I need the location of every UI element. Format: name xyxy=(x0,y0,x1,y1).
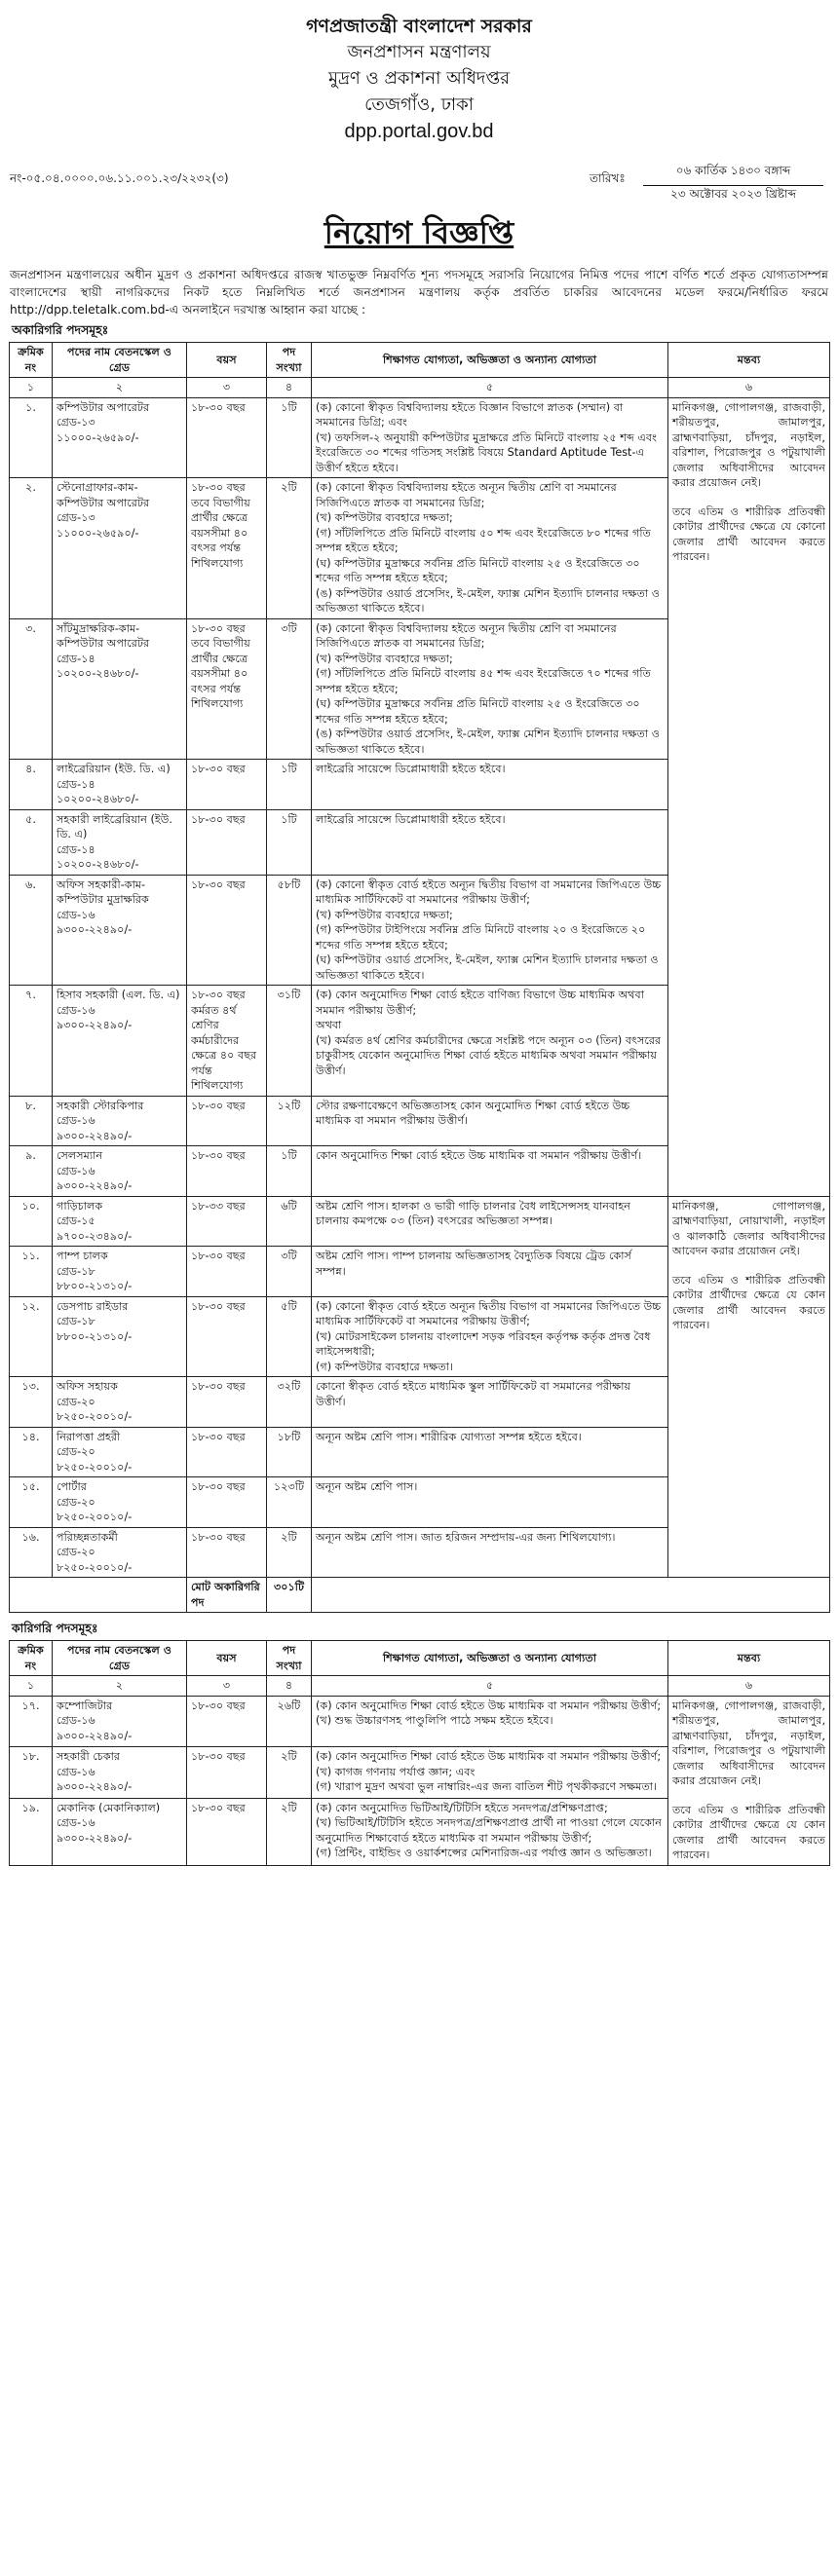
row-age: ১৮-৩০ বছর কর্মরত ৪র্থ শ্রেণির কর্মচারীদের ক্ষেত্রে ৪০ বছর পর্যন্ত শিথিলযোগ্য xyxy=(187,986,267,1097)
post-scale: ৮৮০০-২১৩১০/- xyxy=(57,1280,133,1292)
section-non-technical-title: অকারিগরি পদসমূহঃ xyxy=(12,322,109,337)
row-post xyxy=(53,397,187,478)
post-grade: গ্রেড-২০ xyxy=(57,1445,95,1458)
post-name: সেলসম্যান xyxy=(57,1149,103,1162)
row-post xyxy=(53,478,187,619)
post-name: স্টেনোগ্রাফার-কাম-কম্পিউটার অপারেটর xyxy=(57,481,150,509)
non-technical-posts-table xyxy=(9,342,830,1613)
col-qual: শিক্ষাগত যোগ্যতা, অভিজ্ঞতা ও অন্যান্য যোগ্যতা xyxy=(312,1641,668,1676)
post-name: কম্পিউটার অপারেটর xyxy=(57,400,150,414)
row-serial: ৬. xyxy=(10,875,53,986)
row-age: ১৮-৩০ বছর xyxy=(187,1696,267,1747)
qualification-line: (গ) প্রিন্টিং, বাইন্ডিং ও ওয়ার্কশপ্সের মেশিনারিজ-এর পর্যাপ্ত জ্ঞান ও অভিজ্ঞতা। xyxy=(316,1847,652,1860)
row-post xyxy=(53,1296,187,1377)
qualification-line: (খ) কম্পিউটার ব্যবহারে দক্ষতা; xyxy=(316,908,453,921)
row-serial: ১২. xyxy=(10,1296,53,1377)
post-grade: গ্রেড-১৮ xyxy=(57,1264,95,1278)
row-age: ১৮-৩০ বছর xyxy=(187,1427,267,1477)
row-age: ১৮-৩০ বছর xyxy=(187,875,267,986)
post-scale: ৮৮০০-২১৩১০/- xyxy=(57,1329,133,1343)
post-scale: ৮২৫০-২০০১০/- xyxy=(57,1511,133,1523)
row-post xyxy=(53,1146,187,1197)
row-post xyxy=(53,760,187,810)
col-age: বয়স xyxy=(187,343,267,378)
qualification-line: স্টোর রক্ষণাবেক্ষণে অভিজ্ঞতাসহ কোন অনুমোদিত শিক্ষা বোর্ড হইতে উচ্চ মাধ্যমিক বা সমমান পরীক্ষায় উত্তীর্ণ। xyxy=(316,1099,630,1127)
col-num: ২ xyxy=(53,378,187,398)
row-serial: ১৯. xyxy=(10,1798,53,1865)
row-age: ১৮-৩০ বছর xyxy=(187,809,267,875)
col-num: ৩ xyxy=(187,378,267,398)
post-scale: ৮২৫০-২০০১০/- xyxy=(57,1560,133,1574)
qualification-line: (খ) কম্পিউটার ব্যবহারে দক্ষতা; xyxy=(316,652,453,665)
post-scale: ৯৩০০-২২৪৯০/- xyxy=(57,923,133,936)
qualification-line: (গ) কম্পিউটার টাইপিংয়ে সর্বনিম্ন প্রতি মিনিটে বাংলায় ২০ ও ইংরেজিতে ২০ শব্দের গতি সম্পন্ন হইতে হইবে; xyxy=(316,923,646,952)
row-qualification xyxy=(312,1427,668,1477)
qualification-line: অন্যূন অষ্টম শ্রেণি পাস। xyxy=(316,1480,418,1493)
col-remark: মন্তব্য xyxy=(668,343,830,378)
qualification-line: (খ) কম্পিউটার ব্যবহারে দক্ষতা; xyxy=(316,511,453,524)
col-count: পদ সংখ্যা xyxy=(267,343,312,378)
row-post-count: ৩১টি xyxy=(267,986,312,1097)
post-grade: গ্রেড-১৪ xyxy=(57,842,95,856)
post-grade: গ্রেড-১৪ xyxy=(57,777,95,791)
row-serial: ১৫. xyxy=(10,1477,53,1528)
row-qualification xyxy=(312,986,668,1097)
row-serial: ১০. xyxy=(10,1196,53,1247)
qualification-line: (ক) কোনো স্বীকৃত বিশ্ববিদ্যালয় হইতে অন্যূন দ্বিতীয় শ্রেণি বা সমমানের সিজিপিএতে স্নাতক বা সমমানের ডিগ্রি; xyxy=(316,481,617,509)
row-remark xyxy=(668,1196,830,1578)
post-grade: গ্রেড-১৪ xyxy=(57,652,95,665)
govt-name: গণপ্রজাতন্ত্রী বাংলাদেশ সরকার xyxy=(306,16,532,37)
post-grade: গ্রেড-১৬ xyxy=(57,908,95,921)
row-qualification xyxy=(312,1696,668,1747)
office-location: তেজগাঁও, ঢাকা xyxy=(364,94,474,115)
post-grade: গ্রেড-১৮ xyxy=(57,1315,95,1327)
notice-title-wrap xyxy=(0,211,838,256)
qualification-line: (ক) কোন অনুমোদিত শিক্ষা বোর্ড হইতে বাণিজ্য বিভাগে উচ্চ মাধ্যমিক অথবা সমমান পরীক্ষায় উত্তীর্ণ; xyxy=(316,989,644,1017)
row-post xyxy=(53,1798,187,1865)
qualification-line: (খ) তফসিল-২ অনুযায়ী কম্পিউটার মুদ্রাক্ষরে প্রতি মিনিটে বাংলায় ২৫ শব্দ এবং ইংরেজিতে ৩০ শব্দের গতিসহ সংশ্লিষ্ট বিষয়ে Standard Aptitude Test-এ উত্তীর্ণ হইতে হইবে। xyxy=(316,430,657,474)
website-link[interactable]: dpp.portal.gov.bd xyxy=(344,121,494,142)
qualification-line: (খ) কর্মরত ৪র্থ শ্রেণির কর্মচারীদের ক্ষেত্রে সংশ্লিষ্ট পদে অন্যূন ০৩ (তিন) বৎসরের চাকুরীসহ যেকোন অনুমোদিত শিক্ষা বোর্ড হইতে মাধ্যমিক অথবা সমমান পরীক্ষায় উত্তীর্ণ। xyxy=(316,1033,662,1077)
col-num: ৬ xyxy=(668,1676,830,1697)
row-age: ১৮-৩০ বছর xyxy=(187,1096,267,1146)
row-qualification xyxy=(312,1146,668,1197)
row-age: ১৮-৩০ বছর xyxy=(187,1747,267,1799)
row-age: ১৮-৩০ বছর xyxy=(187,1146,267,1197)
remark-text: মানিকগঞ্জ, গোপালগঞ্জ, রাজবাড়ী, শরীয়তপুর, জামালপুর, ব্রাহ্মণবাড়িয়া, চাঁদপুর, নড়াইল, বরিশাল, পিরোজপুর ও পটুয়াখালী জেলার অধিবাসীদের আবেদন করার প্রয়োজন নেই। xyxy=(672,400,825,489)
qualification-line: অন্যূন অষ্টম শ্রেণি পাস। শারীরিক যোগ্যতা সম্পন্ন হইতে হইবে। xyxy=(316,1430,582,1443)
qualification-line: (খ) মোটরসাইকেল চালনায় বাংলাদেশ সড়ক পরিবহন কর্তৃপক্ষ কর্তৃক প্রদত্ত বৈধ লাইসেন্সধারী; xyxy=(316,1329,651,1358)
post-grade: গ্রেড-১৫ xyxy=(57,1214,95,1227)
col-post: পদের নাম বেতনস্কেল ও গ্রেড xyxy=(53,1641,187,1676)
post-scale: ৯৩০০-২২৪৯০/- xyxy=(57,1129,133,1142)
ministry-name: জনপ্রশাসন মন্ত্রণালয় xyxy=(347,42,491,62)
qualification-line: (ক) কোনো স্বীকৃত বোর্ড হইতে অন্যূন দ্বিতীয় বিভাগ বা সমমানের জিপিএতে উচ্চ মাধ্যমিক সার্টিফিকেট বা সমমানের পরীক্ষায় উত্তীর্ণ; xyxy=(316,1299,662,1327)
row-post-count: ১২৩টি xyxy=(267,1477,312,1528)
post-name: সহকারী স্টোরকিপার xyxy=(57,1099,144,1112)
remark-text: মানিকগঞ্জ, গোপালগঞ্জ, রাজবাড়ী, শরীয়তপুর, জামালপুর, ব্রাহ্মণবাড়িয়া, চাঁদপুর, নড়াইল, বরিশাল, পিরোজপুর ও পটুয়াখালী জেলার অধিবাসীদের আবেদন করার প্রয়োজন নেই। xyxy=(672,1699,825,1787)
row-serial: ৭. xyxy=(10,986,53,1097)
row-serial: ১. xyxy=(10,397,53,478)
total-label: মোট অকারিগরি পদ xyxy=(187,1578,267,1613)
row-qualification xyxy=(312,1196,668,1247)
col-num: ১ xyxy=(10,1676,53,1697)
qualification-line: (ঙ) কম্পিউটার ওয়ার্ড প্রসেসিং, ই-মেইল, ফ্যাক্স মেশিন ইত্যাদি চালনার দক্ষতা ও অভিজ্ঞতা থাকিতে হইবে। xyxy=(316,586,660,615)
memo-number: নং-০৫.০৪.০০০০.০৬.১১.০০১.২৩/২২৩২(৩) xyxy=(10,171,229,185)
qualification-line: অষ্টম শ্রেণি পাস। হালকা ও ভারী গাড়ি চালনার বৈধ লাইসেন্সসহ যানবাহন চালনায় কমপক্ষে ০৩ (তিন) বৎসরের অভিজ্ঞতা সম্পন্ন। xyxy=(316,1199,630,1227)
post-name: সহকারী চেকার xyxy=(57,1750,121,1764)
post-name: পোর্টার xyxy=(57,1480,87,1493)
row-age: ১৮-৩০ বছর xyxy=(187,1296,267,1377)
col-count: পদ সংখ্যা xyxy=(267,1641,312,1676)
post-name: পরিচ্ছন্নতাকর্মী xyxy=(57,1530,118,1544)
col-sl: ক্রমিক নং xyxy=(10,343,53,378)
row-serial: ১৮. xyxy=(10,1747,53,1799)
row-qualification xyxy=(312,875,668,986)
qualification-line: (গ) সাঁটলিপিতে প্রতি মিনিটে বাংলায় ৫০ শব্দ এবং ইংরেজিতে ৮০ শব্দের গতি সম্পন্ন হইতে হইবে; xyxy=(316,526,651,554)
row-post xyxy=(53,809,187,875)
total-row xyxy=(10,1578,830,1613)
post-grade: গ্রেড-১৩ xyxy=(57,416,95,429)
row-post-count: ৩টি xyxy=(267,618,312,760)
row-post xyxy=(53,875,187,986)
row-post-count: ১২টি xyxy=(267,1096,312,1146)
post-grade: গ্রেড-১৩ xyxy=(57,511,95,524)
qualification-line: অথবা xyxy=(316,1019,342,1031)
row-post-count: ৩২টি xyxy=(267,1377,312,1428)
row-age: ১৮-৩০ বছর xyxy=(187,397,267,478)
post-grade: গ্রেড-২০ xyxy=(57,1495,95,1509)
qualification-line: কোন অনুমোদিত শিক্ষা বোর্ড হইতে উচ্চ মাধ্যমিক বা সমমান পরীক্ষায় উত্তীর্ণ। xyxy=(316,1149,642,1162)
post-name: পাম্প চালক xyxy=(57,1250,108,1262)
row-post-count: ১টি xyxy=(267,760,312,810)
post-grade: গ্রেড-২০ xyxy=(57,1546,95,1558)
date-english: ২৩ অক্টোবর ২০২৩ খ্রিষ্টাব্দ xyxy=(670,187,796,201)
row-post-count: ১টি xyxy=(267,1146,312,1197)
row-serial: ১৩. xyxy=(10,1377,53,1428)
post-scale: ৯৩০০-২২৪৯০/- xyxy=(57,1780,133,1794)
row-post-count: ১৮টি xyxy=(267,1427,312,1477)
qualification-line: লাইব্রেরি সায়েন্সে ডিপ্লোমাধারী হইতে হইবে। xyxy=(316,812,506,826)
row-post xyxy=(53,1477,187,1528)
section-technical-title: কারিগরি পদসমূহঃ xyxy=(12,1621,98,1635)
row-age: ১৮-৩০ বছর xyxy=(187,760,267,810)
post-scale: ১১০০০-২৬৫৯০/- xyxy=(57,526,139,540)
post-grade: গ্রেড-২০ xyxy=(57,1395,95,1408)
row-post xyxy=(53,1096,187,1146)
row-serial: ১১. xyxy=(10,1247,53,1297)
row-age: ১৮-৩০ বছর xyxy=(187,1477,267,1528)
intro-paragraph: জনপ্রশাসন মন্ত্রণালয়ের অধীন মুদ্রণ ও প্রকাশনা অধিদপ্তরে রাজস্ব খাতভুক্ত নিম্নবর্ণিত শূন্য পদসমূহে সরাসরি নিয়োগের নিমিত্ত পদের পাশে বর্ণিত শর্তে প্রকৃত যোগ্যতাসম্পন্ন বাংলাদেশের স্থায়ী নাগরিকদের নিকট হতে নিম্নলিখিত শর্তে জনপ্রশাসন মন্ত্রণালয় কর্তৃক প্রবর্তিত চাকরির আবেদনের মডেল ফরমে/নির্ধারিত ফরমে http://dpp.teletalk.com.bd-এ অনলাইনে দরখাস্ত আহ্বান করা যাচ্ছে : xyxy=(10,268,828,317)
qualification-line: লাইব্রেরি সায়েন্সে ডিপ্লোমাধারী হইতে হইবে। xyxy=(316,763,506,775)
row-qualification xyxy=(312,1096,668,1146)
remark-text: তবে এতিম ও শারীরিক প্রতিবন্ধী কোটার প্রার্থীদের ক্ষেত্রে যে কোন জেলার প্রার্থী আবেদন করতে পারবেন। xyxy=(672,1273,825,1331)
post-name: লাইব্রেরিয়ান (ইউ. ডি. এ) xyxy=(57,763,171,775)
table-row xyxy=(10,1696,830,1747)
remark-text: তবে এতিম ও শারীরিক প্রতিবন্ধী কোটার প্রার্থীদের ক্ষেত্রে যে কোনো জেলার প্রার্থী আবেদন করতে পারবেন। xyxy=(672,504,825,563)
post-name: কম্পোজিটার xyxy=(57,1699,113,1712)
qualification-line: (ক) কোনো স্বীকৃত বোর্ড হইতে অন্যূন দ্বিতীয় বিভাগ বা সমমানের জিপিএতে উচ্চ মাধ্যমিক সার্টিফিকেট বা সমমানের পরীক্ষায় উত্তীর্ণ; xyxy=(316,877,662,906)
col-remark: মন্তব্য xyxy=(668,1641,830,1676)
row-post xyxy=(53,618,187,760)
qualification-line: (ক) কোন অনুমোদিত ভিটিআই/টিটিসি হইতে সনদপত্র/প্রশিক্ষণপ্রাপ্ত; xyxy=(316,1801,608,1814)
post-name: অফিস সহকারী-কাম-কম্পিউটার মুদ্রাক্ষরিক xyxy=(57,877,149,906)
post-scale: ৯৩০০-২২৪৯০/- xyxy=(57,1019,133,1031)
row-qualification xyxy=(312,618,668,760)
post-scale: ৮২৫০-২০০১০/- xyxy=(57,1460,133,1474)
row-serial: ৩. xyxy=(10,618,53,760)
row-age: ১৮-৩৩ বছর xyxy=(187,1196,267,1247)
row-post xyxy=(53,986,187,1097)
memo-line xyxy=(0,151,838,211)
row-post xyxy=(53,1696,187,1747)
row-age: ১৮-৩০ বছর xyxy=(187,1527,267,1578)
post-name: নিরাপত্তা প্রহরী xyxy=(57,1430,121,1443)
post-name: ডেসপাচ রাইডার xyxy=(57,1299,129,1313)
row-qualification xyxy=(312,1377,668,1428)
row-post xyxy=(53,1247,187,1297)
row-post-count: ২টি xyxy=(267,1527,312,1578)
post-scale: ৯৩০০-২২৪৯০/- xyxy=(57,1831,133,1845)
post-scale: ৮২৫০-২০০১০/- xyxy=(57,1410,133,1423)
row-post-count: ৫৮টি xyxy=(267,875,312,986)
col-qual: শিক্ষাগত যোগ্যতা, অভিজ্ঞতা ও অন্যান্য যোগ্যতা xyxy=(312,343,668,378)
post-grade: গ্রেড-১৬ xyxy=(57,1765,95,1778)
col-num: ৫ xyxy=(312,1676,668,1697)
total-blank xyxy=(312,1578,830,1613)
col-num: ৪ xyxy=(267,378,312,398)
post-grade: গ্রেড-১৬ xyxy=(57,1714,95,1727)
row-post-count: ১টি xyxy=(267,397,312,478)
row-post-count: ২টি xyxy=(267,1747,312,1799)
date-bangla: ০৬ কার্তিক ১৪৩০ বঙ্গাব্দ xyxy=(643,163,823,186)
post-scale: ১০২০০-২৪৬৮০/- xyxy=(57,793,139,805)
department-name: মুদ্রণ ও প্রকাশনা অধিদপ্তর xyxy=(327,68,511,89)
row-post-count: ২৬টি xyxy=(267,1696,312,1747)
post-scale: ৯৩০০-২২৪৯০/- xyxy=(57,1179,133,1192)
post-name: মেকানিক (মেকানিক্যাল) xyxy=(57,1801,161,1814)
qualification-line: (ঘ) কম্পিউটার মুদ্রাক্ষরে সর্বনিম্ন প্রতি মিনিটে বাংলায় ২৫ ও ইংরেজিতে ৩০ শব্দের গতি সম্পন্ন হইতে হইবে; xyxy=(316,697,640,726)
post-scale: ১০২০০-২৪৬৮০/- xyxy=(57,667,139,680)
table-row xyxy=(10,397,830,478)
qualification-line: (ক) কোনো স্বীকৃত বিশ্ববিদ্যালয় হইতে বিজ্ঞান বিভাগে স্নাতক (সম্মান) বা সমমানের ডিগ্রি; এবং xyxy=(316,400,624,429)
qualification-line: (খ) কাগজ গণনায় পর্যাপ্ত জ্ঞান; এবং xyxy=(316,1765,476,1778)
qualification-line: (ঘ) কম্পিউটার মুদ্রাক্ষরে সর্বনিম্ন প্রতি মিনিটে বাংলায় ২৫ ও ইংরেজিতে ৩০ শব্দের গতি সম্পন্ন হইতে হইবে; xyxy=(316,556,640,584)
col-num: ৫ xyxy=(312,378,668,398)
row-qualification xyxy=(312,1477,668,1528)
technical-posts-table xyxy=(9,1640,830,1866)
row-post-count: ৬টি xyxy=(267,1196,312,1247)
row-serial: ২. xyxy=(10,478,53,619)
total-blank xyxy=(10,1578,187,1613)
row-serial: ৮. xyxy=(10,1096,53,1146)
post-scale: ৯৭০০-২৩৪৯০/- xyxy=(57,1229,133,1243)
row-qualification xyxy=(312,1798,668,1865)
qualification-line: (গ) কম্পিউটার ব্যবহারে দক্ষতা। xyxy=(316,1360,453,1373)
row-serial: ১৪. xyxy=(10,1427,53,1477)
post-grade: গ্রেড-১৬ xyxy=(57,1114,95,1127)
post-scale: ১১০০০-২৬৫৯০/- xyxy=(57,430,139,444)
row-post-count: ২টি xyxy=(267,1798,312,1865)
row-post-count: ৩টি xyxy=(267,1247,312,1297)
qualification-line: (ঘ) কম্পিউটার ওয়ার্ড প্রসেসিং, ই-মেইল, ফ্যাক্স মেশিন ইত্যাদি চালনার দক্ষতা ও অভিজ্ঞতা থাকিতে হইবে। xyxy=(316,953,659,982)
col-num: ৩ xyxy=(187,1676,267,1697)
column-number-row xyxy=(10,378,830,398)
qualification-line: অষ্টম শ্রেণি পাস। পাম্প চালনায় অভিজ্ঞতাসহ বৈদ্যুতিক বিষয়ে ট্রেড কোর্স সম্পন্ন। xyxy=(316,1250,631,1278)
row-qualification xyxy=(312,397,668,478)
post-name: সাঁটমুদ্রাক্ষরিক-কাম-কম্পিউটার অপারেটর xyxy=(57,621,150,650)
col-post: পদের নাম বেতনস্কেল ও গ্রেড xyxy=(53,343,187,378)
post-scale: ১০২০০-২৪৬৮০/- xyxy=(57,858,139,871)
qualification-line: (গ) খারাপ মুদ্রণ অথবা ভুল নাম্বারিং-এর জন্য বাতিল শীট পৃথকীকরণে সক্ষমতা। xyxy=(316,1780,657,1794)
row-age: ১৮-৩০ বছর তবে বিভাগীয় প্রার্থীর ক্ষেত্রে বয়সসীমা ৪০ বৎসর পর্যন্ত শিথিলযোগ্য xyxy=(187,478,267,619)
notice-title: নিয়োগ বিজ্ঞপ্তি xyxy=(324,214,514,251)
remark-text: মানিকগঞ্জ, গোপালগঞ্জ, ব্রাহ্মণবাড়িয়া, নোয়াখালী, নড়াইল ও ঝালকাঠি জেলার অধিবাসীদের আবেদন করার প্রয়োজন নেই। xyxy=(672,1199,825,1257)
letterhead xyxy=(0,0,838,145)
remark-text: তবে এতিম ও শারীরিক প্রতিবন্ধী কোটার প্রার্থীদের ক্ষেত্রে যে কোন জেলার প্রার্থী আবেদন করতে পারবেন। xyxy=(672,1803,825,1861)
row-qualification xyxy=(312,809,668,875)
post-name: সহকারী লাইব্রেরিয়ান (ইউ. ডি. এ) xyxy=(57,812,172,840)
row-qualification xyxy=(312,1296,668,1377)
post-scale: ৯৩০০-২২৪৯০/- xyxy=(57,1729,133,1742)
row-age: ১৮-৩০ বছর তবে বিভাগীয় প্রার্থীর ক্ষেত্রে বয়সসীমা ৪০ বৎসর পর্যন্ত শিথিলযোগ্য xyxy=(187,618,267,760)
row-post-count: ৫টি xyxy=(267,1296,312,1377)
row-remark xyxy=(668,1696,830,1865)
table-header-row xyxy=(10,343,830,378)
row-serial: ১৬. xyxy=(10,1527,53,1578)
date-label: তারিখঃ xyxy=(590,171,626,185)
row-post xyxy=(53,1527,187,1578)
col-num: ৬ xyxy=(668,378,830,398)
row-serial: ১৭. xyxy=(10,1696,53,1747)
post-name: অফিস সহায়ক xyxy=(57,1380,118,1393)
post-grade: গ্রেড-১৬ xyxy=(57,1816,95,1830)
table-header-row xyxy=(10,1641,830,1676)
qualification-line: অন্যূন অষ্টম শ্রেণি পাস। জাত হরিজন সম্প্রদায়-এর জন্য শিথিলযোগ্য। xyxy=(316,1530,616,1544)
row-post-count: ১টি xyxy=(267,809,312,875)
post-name: হিসাব সহকারী (এল. ডি. এ) xyxy=(57,989,180,1001)
row-post xyxy=(53,1427,187,1477)
row-qualification xyxy=(312,1527,668,1578)
row-qualification xyxy=(312,760,668,810)
row-qualification xyxy=(312,478,668,619)
col-num: ১ xyxy=(10,378,53,398)
row-remark xyxy=(668,397,830,1196)
post-grade: গ্রেড-১৬ xyxy=(57,1164,95,1177)
row-post xyxy=(53,1377,187,1428)
row-post xyxy=(53,1196,187,1247)
row-age: ১৮-৩০ বছর xyxy=(187,1377,267,1428)
qualification-line: (খ) শুদ্ধ উচ্চারণসহ পাণ্ডুলিপি পাঠে সক্ষম হইতে হইবে। xyxy=(316,1714,553,1727)
row-qualification xyxy=(312,1747,668,1799)
qualification-line: কোনো স্বীকৃত বোর্ড হইতে মাধ্যমিক স্কুল সার্টিফিকেট বা সমমানের পরীক্ষায় উত্তীর্ণ। xyxy=(316,1380,631,1408)
col-sl: ক্রমিক নং xyxy=(10,1641,53,1676)
col-num: ২ xyxy=(53,1676,187,1697)
qualification-line: (ক) কোন অনুমোদিত শিক্ষা বোর্ড হইতে উচ্চ মাধ্যমিক বা সমমান পরীক্ষায় উত্তীর্ণ; xyxy=(316,1699,662,1712)
col-age: বয়স xyxy=(187,1641,267,1676)
row-post-count: ২টি xyxy=(267,478,312,619)
column-number-row xyxy=(10,1676,830,1697)
total-value: ৩০১টি xyxy=(267,1578,312,1613)
row-age: ১৮-৩০ বছর xyxy=(187,1798,267,1865)
row-serial: ৯. xyxy=(10,1146,53,1197)
qualification-line: (ক) কোনো স্বীকৃত বিশ্ববিদ্যালয় হইতে অন্যূন দ্বিতীয় শ্রেণি বা সমমানের সিজিপিএতে স্নাতক বা সমমানের ডিগ্রি; xyxy=(316,621,617,650)
post-name: গাড়িচালক xyxy=(57,1199,103,1213)
qualification-line: (গ) সাঁটলিপিতে প্রতি মিনিটে বাংলায় ৪৫ শব্দ এবং ইংরেজিতে ৭০ শব্দের গতি সম্পন্ন হইতে হইবে; xyxy=(316,667,651,695)
qualification-line: (ঙ) কম্পিউটার ওয়ার্ড প্রসেসিং, ই-মেইল, ফ্যাক্স মেশিন ইত্যাদি চালনার দক্ষতা ও অভিজ্ঞতা থাকিতে হইবে। xyxy=(316,728,660,756)
row-age: ১৮-৩০ বছর xyxy=(187,1247,267,1297)
post-grade: গ্রেড-১৬ xyxy=(57,1003,95,1017)
row-serial: ৫. xyxy=(10,809,53,875)
row-qualification xyxy=(312,1247,668,1297)
table-row xyxy=(10,1196,830,1247)
qualification-line: (ক) কোন অনুমোদিত শিক্ষা বোর্ড হইতে উচ্চ মাধ্যমিক বা সমমান পরীক্ষায় উত্তীর্ণ; xyxy=(316,1750,662,1764)
row-post xyxy=(53,1747,187,1799)
col-num: ৪ xyxy=(267,1676,312,1697)
qualification-line: (খ) ভিটিআই/টিটিসি হইতে সনদপত্র/প্রশিক্ষণপ্রাপ্ত প্রার্থী না পাওয়া গেলে যেকোন অনুমোদিত শিক্ষাবোর্ড হইতে মাধ্যমিক বা সমমান পরীক্ষায় উত্তীর্ণ; xyxy=(316,1816,662,1845)
row-serial: ৪. xyxy=(10,760,53,810)
